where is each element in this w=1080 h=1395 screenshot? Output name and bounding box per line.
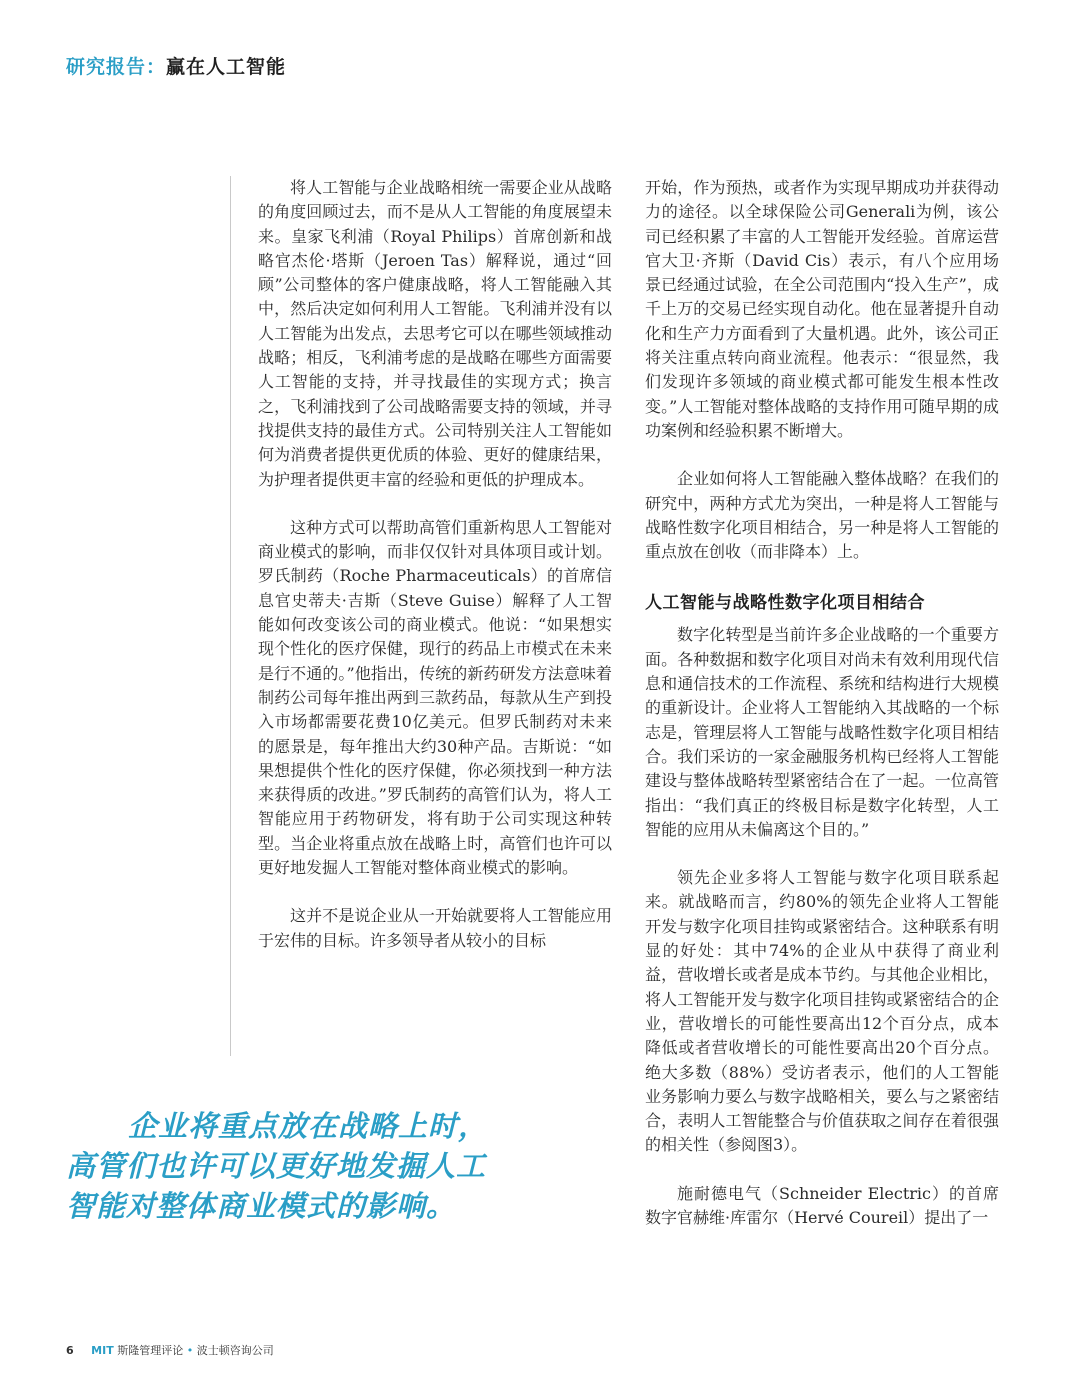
section-label: 研究报告	[66, 56, 147, 78]
header-separator: ：	[146, 56, 167, 78]
left-paragraph-1: 将人工智能与企业战略相统一需要企业从战略的角度回顾过去，而不是从人工智能的角度展望未来。皇家飞利浦（Royal Philips）首席创新和战略官杰伦·塔斯（Jeroen Tas）解释说，通过“回顾”公司整体的客户健康战略，将人工智能融入其中，然后决定如何利用人工智能。飞利浦并没有以人工智能为出发点，去思考它可以在哪些领域推动战略；相反，飞利浦考虑的是战略在哪些方面需要人工智能的支持，并寻找最佳的实现方式；换言之，飞利浦找到了公司战略需要支持的领域，并寻找提供支持的最佳方式。公司特别关注人工智能如何为消费者提供更优质的体验、更好的健康结果，为护理者提供更丰富的经验和更低的护理成本。	[258, 178, 612, 489]
left-paragraph-2: 这种方式可以帮助高管们重新构思人工智能对商业模式的影响，而非仅仅针对具体项目或计划。罗氏制药（Roche Pharmaceuticals）的首席信息官史蒂夫·吉斯（Steve Guise）解释了人工智能如何改变该公司的商业模式。他说：“如果想实现个性化的医疗保健，现行的药品上市模式在未来是行不通的。”他指出，传统的新药研发方法意味着制药公司每年推出两到三款药品，每款从生产到投入市场都需要花费10亿美元。但罗氏制药对未来的愿景是，每年推出大约30种产品。吉斯说：“如果想提供个性化的医疗保健，你必须找到一种方法来获得质的改进。”罗氏制药的高管们认为，将人工智能应用于药物研发，将有助于公司实现这种转型。当企业将重点放在战略上时，高管们也许可以更好地发掘人工智能对整体商业模式的影响。	[258, 517, 612, 878]
partner-name: 波士顿咨询公司	[196, 1344, 274, 1357]
publication-name: 斯隆管理评论	[117, 1344, 184, 1357]
footer-dot: •	[186, 1344, 194, 1357]
pull-quote	[66, 1106, 536, 1226]
right-paragraph-1: 开始，作为预热，或者作为实现早期成功并获得动力的途径。以全球保险公司Generali为例，该公司已经积累了丰富的人工智能开发经验。首席运营官大卫·齐斯（David Cis）表示，有八个应用场景已经通过试验，在全公司范围内“投入生产”，成千上万的交易已经实现自动化。他在显著提升自动化和生产力方面看到了大量机遇。此外，该公司正将关注重点转向商业流程。他表示：“很显然，我们发现许多领域的商业模式都可能发生根本性改变。”人工智能对整体战略的支持作用可随早期的成功案例和经验积累不断增大。	[645, 178, 999, 440]
right-paragraph-3: 数字化转型是当前许多企业战略的一个重要方面。各种数据和数字化项目对尚未有效利用现代信息和通信技术的工作流程、系统和结构进行大规模的重新设计。企业将人工智能纳入其战略的一个标志是，管理层将人工智能与战略性数字化项目相结合。我们采访的一家金融服务机构已经将人工智能建设与整体战略转型紧密结合在了一起。一位高管指出：“我们真正的终极目标是数字化转型，人工智能的应用从未偏离这个目的。”	[645, 625, 999, 839]
page-header	[66, 52, 286, 79]
right-paragraph-5: 施耐德电气（Schneider Electric）的首席数字官赫维·库雷尔（Hervé Coureil）提出了一	[645, 1183, 999, 1227]
pull-quote-line-2: 高管们也许可以更好地发掘人工	[66, 1149, 487, 1183]
column-divider	[230, 176, 231, 1056]
section-title: 赢在人工智能	[166, 56, 287, 78]
pull-quote-line-3: 智能对整体商业模式的影响。	[66, 1189, 457, 1223]
right-paragraph-2: 企业如何将人工智能融入整体战略？在我们的研究中，两种方式尤为突出，一种是将人工智能与战略性数字化项目相结合，另一种是将人工智能的重点放在创收（而非降本）上。	[645, 469, 999, 562]
left-paragraph-3: 这并不是说企业从一开始就要将人工智能应用于宏伟的目标。许多领导者从较小的目标	[258, 906, 612, 950]
brand-logo-text: MIT	[91, 1344, 114, 1357]
right-column	[645, 176, 999, 1230]
page-footer	[66, 1342, 274, 1358]
page-number: 6	[66, 1344, 74, 1357]
left-column	[258, 176, 612, 953]
pull-quote-line-1: 企业将重点放在战略上时，	[128, 1109, 489, 1143]
section-heading: 人工智能与战略性数字化项目相结合	[645, 593, 925, 614]
right-paragraph-4: 领先企业多将人工智能与数字化项目联系起来。就战略而言，约80%的领先企业将人工智能开发与数字化项目挂钩或紧密结合。这种联系有明显的好处：其中74%的企业从中获得了商业利益，营收增长或者是成本节约。与其他企业相比，将人工智能开发与数字化项目挂钩或紧密结合的企业，营收增长的可能性要高出12个百分点，成本降低或者营收增长的可能性要高出20个百分点。绝大多数（88%）受访者表示，他们的人工智能业务影响力要么与数字战略相关，要么与之紧密结合，表明人工智能整合与价值获取之间存在着很强的相关性（参阅图3）。	[645, 868, 999, 1155]
